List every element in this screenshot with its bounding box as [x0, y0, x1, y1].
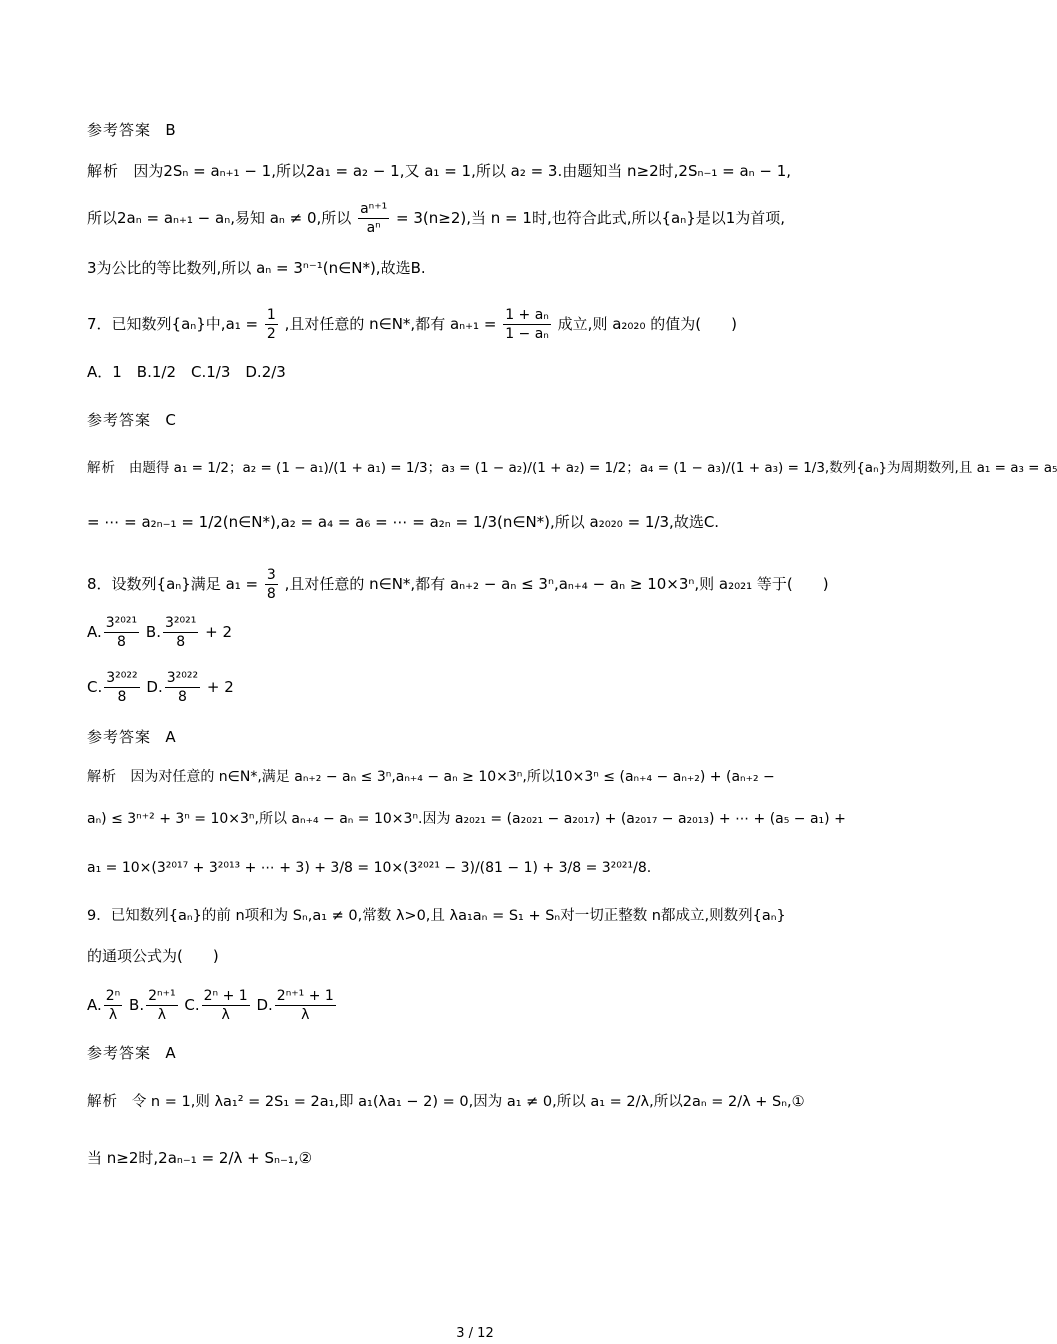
- solution-7-line-2: = ⋯ = a₂ₙ₋₁ = 1/2(n∈N*),a₂ = a₄ = a₆ = ⋯ = a₂ₙ = 1/3(n∈N*),所以 a₂₀₂₀ = 1/3,故选C.: [87, 513, 720, 531]
- solution-9-line-1: 解析 令 n = 1,则 λa₁² = 2S₁ = 2a₁,即 a₁(λa₁ − 2) = 0,因为 a₁ ≠ 0,所以 a₁ = 2/λ,所以2aₙ = 2/λ + Sₙ,①: [87, 1094, 805, 1110]
- fraction: $\frac{\text{aⁿ⁺¹}}{\text{aⁿ}}$: [360, 201, 388, 236]
- fraction: $\frac{1}{2}$: [266, 307, 276, 342]
- fraction: $\frac{\text{3²⁰²²}}{8}$: [166, 670, 199, 705]
- solution-6-line-2: [87, 200, 785, 237]
- fraction: $\frac{\text{3²⁰²¹}}{8}$: [105, 615, 138, 650]
- solution-text: 因为2Sₙ = aₙ₊₁ − 1,所以2a₁ = a₂ − 1,又 a₁ = 1,所以 a₂ = 3.由题知当 n≥2时,2Sₙ₋₁ = aₙ − 1,: [133, 162, 792, 180]
- fraction: $\frac{\text{2ⁿ⁺¹ + 1}}{\lambda}$: [276, 988, 334, 1023]
- answer-line-9: 参考答案 A: [87, 1044, 176, 1062]
- solution-7-line-1: 解析 由题得 a₁ = 1/2；a₂ = (1 − a₁)/(1 + a₁) = 1/3；a₃ = (1 − a₂)/(1 + a₂) = 1/2；a₄ = (1 − a₃)/(1 + a₃) = 1/3,数列{aₙ}为周期数列,且 a₁ = a₃ = a₅: [87, 460, 1057, 476]
- solution-text: 所以2aₙ = aₙ₊₁ − aₙ,易知 aₙ ≠ 0,所以: [87, 209, 352, 227]
- answer-line-6: [87, 120, 176, 140]
- answer-value: B: [165, 121, 176, 139]
- question-8-options-cd: C. $\frac{\text{3²⁰²²}}{8}$ D. $\frac{\text{3²⁰²²}}{8}$ + 2: [87, 670, 234, 705]
- answer-line-7: 参考答案 C: [87, 411, 176, 429]
- fraction: $\frac{\text{2ⁿ⁺¹}}{\lambda}$: [148, 988, 176, 1023]
- fraction: $\frac{\text{3²⁰²¹}}{8}$: [164, 615, 197, 650]
- solution-text: = 3(n≥2),当 n = 1时,也符合此式,所以{aₙ}是以1为首项,: [396, 209, 786, 227]
- question-9-line-2: 的通项公式为( ): [87, 947, 219, 965]
- question-9-line-1: 9．已知数列{aₙ}的前 n项和为 Sₙ,a₁ ≠ 0,常数 λ>0,且 λa₁aₙ = S₁ + Sₙ对一切正整数 n都成立,则数列{aₙ}: [87, 908, 786, 924]
- solution-label: 解析: [87, 162, 120, 180]
- fraction: $\frac{\text{1 + aₙ}}{\text{1 − aₙ}}$: [505, 307, 549, 342]
- solution-6-line-3: 3为公比的等比数列,所以 aₙ = 3ⁿ⁻¹(n∈N*),故选B.: [87, 259, 426, 277]
- solution-8-line-2: aₙ) ≤ 3ⁿ⁺² + 3ⁿ = 10×3ⁿ,所以 aₙ₊₄ − aₙ = 10×3ⁿ.因为 a₂₀₂₁ = (a₂₀₂₁ − a₂₀₁₇) + (a₂₀₁₇ − a₂₀₁₃) + ⋯ + (a₅ − a₁) +: [87, 811, 846, 827]
- question-7-options: A．1 B.1/2 C.1/3 D.2/3: [87, 363, 286, 381]
- answer-label: 参考答案: [87, 121, 152, 139]
- solution-9-line-2: 当 n≥2时,2aₙ₋₁ = 2/λ + Sₙ₋₁,②: [87, 1149, 313, 1167]
- page-number: 3 / 12: [456, 1326, 494, 1341]
- question-8-options-ab: A. $\frac{\text{3²⁰²¹}}{8}$ B. $\frac{\text{3²⁰²¹}}{8}$ + 2: [87, 615, 232, 650]
- fraction: $\frac{\text{2ⁿ}}{\lambda}$: [105, 988, 121, 1023]
- answer-line-8: 参考答案 A: [87, 728, 176, 746]
- question-8: 8．设数列{aₙ}满足 a₁ = $\frac{3}{8}$ ,且对任意的 n∈N*,都有 aₙ₊₂ − aₙ ≤ 3ⁿ,aₙ₊₄ − aₙ ≥ 10×3ⁿ,则 a₂₀₂₁ 等于( ): [87, 567, 829, 602]
- fraction: $\frac{\text{3²⁰²²}}{8}$: [106, 670, 138, 705]
- solution-8-line-3: a₁ = 10×(3²⁰¹⁷ + 3²⁰¹³ + ⋯ + 3) + 3/8 = 10×(3²⁰²¹ − 3)/(81 − 1) + 3/8 = 3²⁰²¹/8.: [87, 860, 652, 876]
- solution-6-line-1: [87, 161, 791, 181]
- question-7: 7．已知数列{aₙ}中,a₁ = $\frac{1}{2}$ ,且对任意的 n∈N*,都有 aₙ₊₁ = $\frac{\text{1 + aₙ}}{\text{1 − aₙ}}$ 成立,则 a₂₀₂₀ 的值为( ): [87, 307, 737, 342]
- question-9-options: A. $\frac{\text{2ⁿ}}{\lambda}$ B. $\frac{\text{2ⁿ⁺¹}}{\lambda}$ C. $\frac{\text{2ⁿ + 1}}{\lambda}$ D. $\frac{\text{2ⁿ⁺¹ + 1}}{\lambda}$: [87, 988, 334, 1023]
- solution-8-line-1: 解析 因为对任意的 n∈N*,满足 aₙ₊₂ − aₙ ≤ 3ⁿ,aₙ₊₄ − aₙ ≥ 10×3ⁿ,所以10×3ⁿ ≤ (aₙ₊₄ − aₙ₊₂) + (aₙ₊₂ −: [87, 769, 775, 785]
- fraction: $\frac{\text{2ⁿ + 1}}{\lambda}$: [203, 988, 248, 1023]
- fraction: $\frac{3}{8}$: [266, 567, 276, 602]
